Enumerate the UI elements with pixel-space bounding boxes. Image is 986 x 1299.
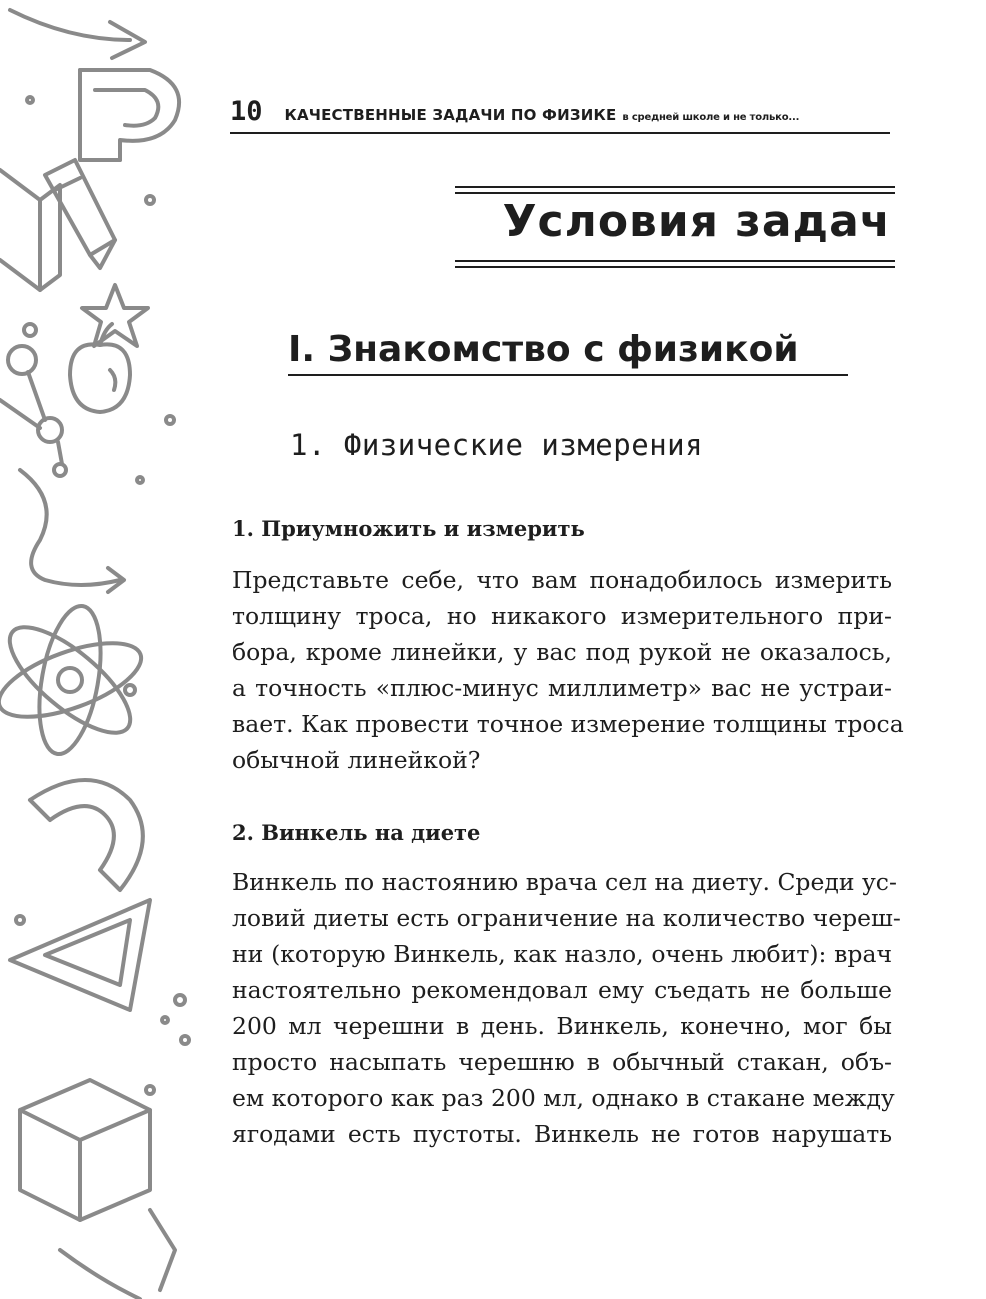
text-line: просто насыпать черешню в обычный стакан, объ- <box>232 1048 892 1076</box>
text-line: ем которого как раз 200 мл, однако в стакане между <box>232 1084 895 1112</box>
pencil-icon <box>45 160 115 268</box>
text-line: а точность «плюс-минус миллиметр» вас не устраи- <box>232 674 892 702</box>
text-line: 200 мл черешни в день. Винкель, конечно, мог бы <box>232 1012 892 1040</box>
problem-heading: 2. Винкель на диете <box>232 820 481 845</box>
page-number: 10 <box>230 96 263 127</box>
problem-body <box>232 562 904 778</box>
text-line: ловий диеты есть ограничение на количество череш- <box>232 904 901 932</box>
text-line: обычной линейкой? <box>232 746 481 774</box>
chapter-rule-top <box>455 192 895 194</box>
chapter-title-box <box>455 186 895 268</box>
section-title: I. Знакомство с физикой <box>288 329 799 370</box>
section-title-box <box>288 326 848 376</box>
molecule-icon <box>0 324 66 476</box>
running-header <box>230 96 890 134</box>
text-line: ни (которую Винкель, как назло, очень любит): врач <box>232 940 892 968</box>
text-line: вает. Как провести точное измерение толщины троса <box>232 710 904 738</box>
star-icon <box>82 285 148 346</box>
text-line: Винкель по настоянию врача сел на диету. Среди ус- <box>232 868 897 896</box>
spiral-arrow-icon <box>20 470 124 592</box>
text-line: ягодами есть пустоты. Винкель не готов нарушать <box>232 1120 892 1148</box>
doodle-margin <box>0 0 200 1299</box>
magnet-icon <box>30 780 143 890</box>
chapter-title: Условия задач <box>502 196 891 247</box>
cube-icon <box>20 1080 150 1220</box>
book-subtitle: в средней школе и не только... <box>622 112 800 123</box>
triangle-ruler-icon <box>10 900 150 1010</box>
book-title: КАЧЕСТВЕННЫЕ ЗАДАЧИ ПО ФИЗИКЕ <box>284 106 617 124</box>
atom-icon <box>0 601 150 758</box>
subsection-title: 1. Физические измерения <box>290 428 704 462</box>
text-line: толщину троса, но никакого измерительного при- <box>232 602 892 630</box>
text-line: настоятельно рекомендовал ему съедать не больше <box>232 976 892 1004</box>
problem-heading: 1. Приумножить и измерить <box>232 516 585 541</box>
flask-icon <box>60 1210 175 1299</box>
problem-body <box>232 864 901 1152</box>
arrow-icon <box>10 10 145 58</box>
text-line: Представьте себе, что вам понадобилось измерить <box>232 566 892 594</box>
protractor-icon <box>80 70 179 160</box>
text-line: бора, кроме линейки, у вас под рукой не оказалось, <box>232 638 892 666</box>
chapter-rule-bottom <box>455 260 895 262</box>
